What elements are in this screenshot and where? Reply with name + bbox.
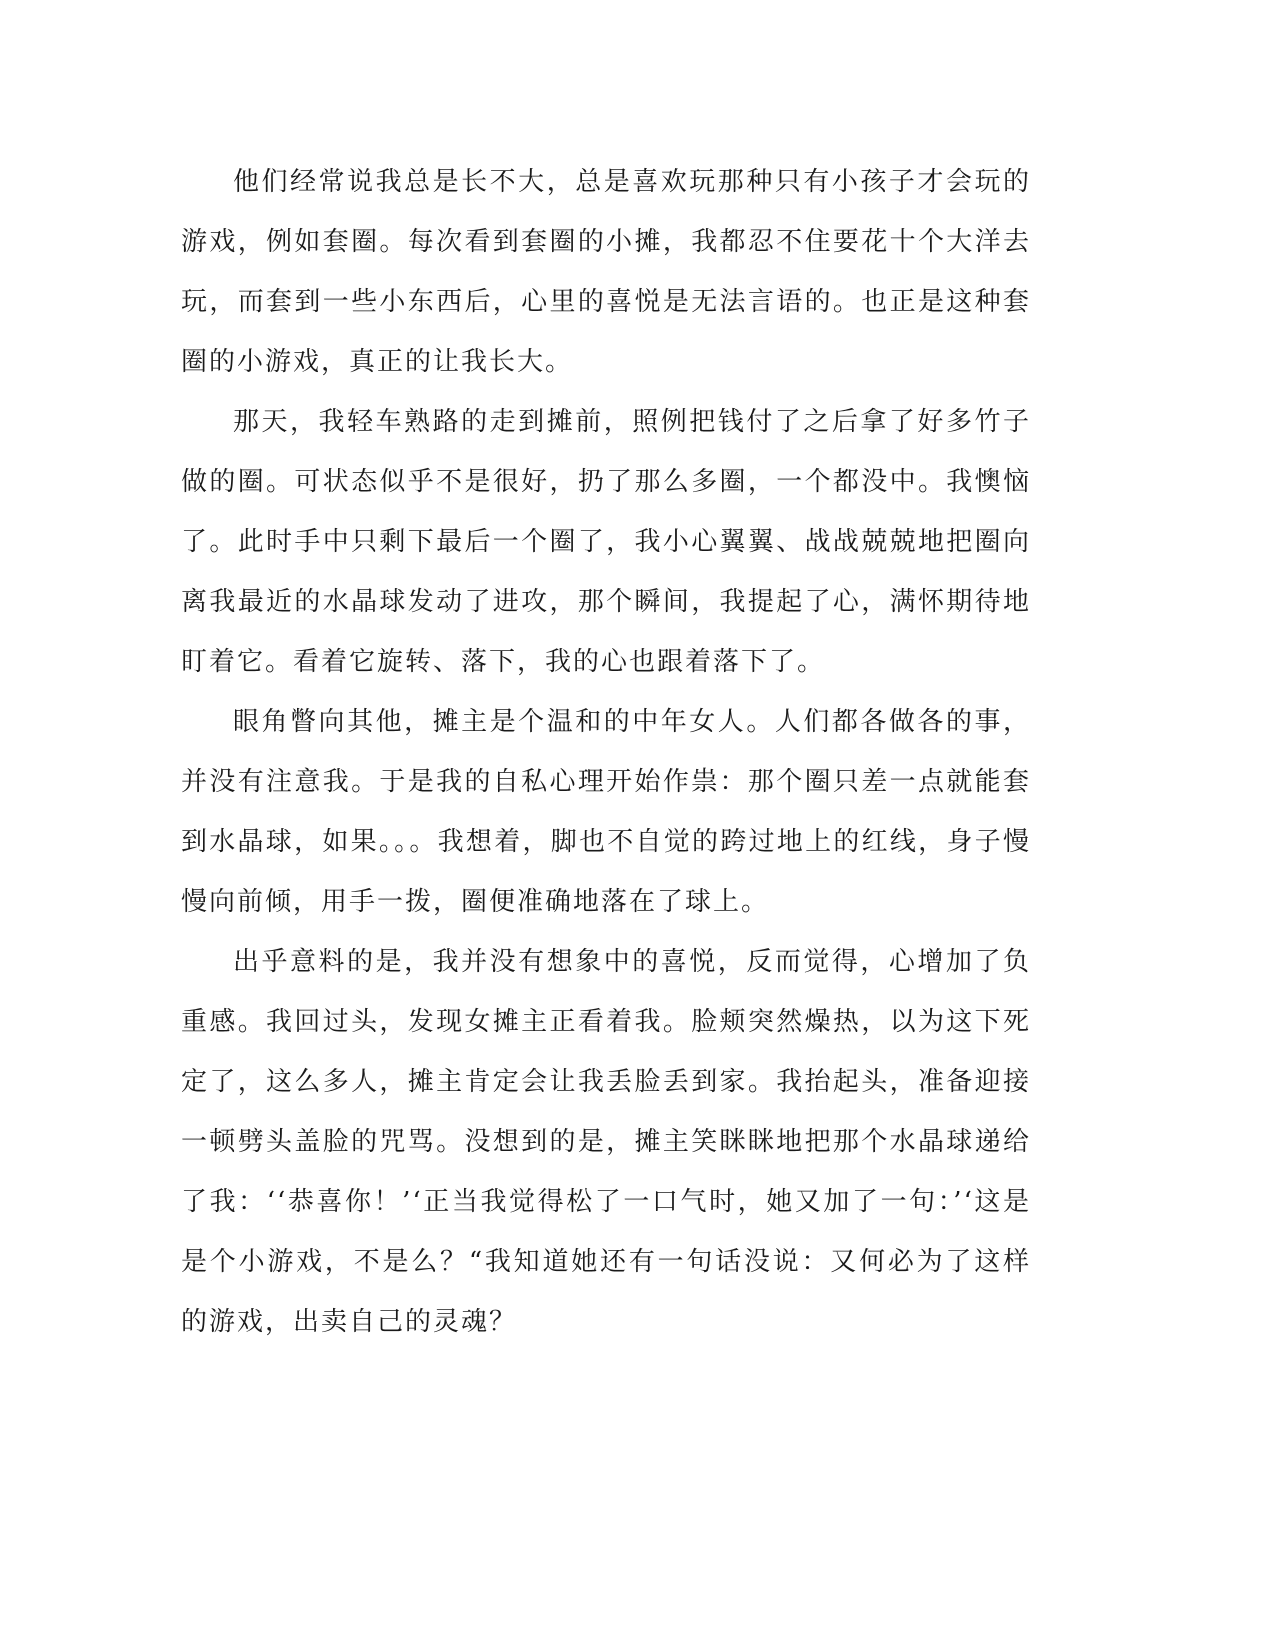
paragraph-3: 眼角瞥向其他，摊主是个温和的中年女人。人们都各做各的事，并没有注意我。于是我的自私心理开始作祟：那个圈只差一点就能套到水晶球，如果。。。我想着，脚也不自觉的跨过地上的红线，身子慢慢向前倾，用手一拨，圈便准确地落在了球上。: [181, 707, 1031, 917]
paragraph-1: 他们经常说我总是长不大，总是喜欢玩那种只有小孩子才会玩的游戏，例如套圈。每次看到套圈的小摊，我都忍不住要花十个大洋去玩，而套到一些小东西后，心里的喜悦是无法言语的。也正是这种套圈的小游戏，真正的让我长大。: [181, 167, 1031, 377]
paragraph-2: 那天，我轻车熟路的走到摊前，照例把钱付了之后拿了好多竹子做的圈。可状态似乎不是很好，扔了那么多圈，一个都没中。我懊恼了。此时手中只剩下最后一个圈了，我小心翼翼、战战兢兢地把圈向离我最近的水晶球发动了进攻，那个瞬间，我提起了心，满怀期待地盯着它。看着它旋转、落下，我的心也跟着落下了。: [181, 407, 1031, 677]
document-body: [181, 152, 1031, 1352]
paragraph-4: 出乎意料的是，我并没有想象中的喜悦，反而觉得，心增加了负重感。我回过头，发现女摊主正看着我。脸颊突然燥热，以为这下死定了，这么多人，摊主肯定会让我丢脸丢到家。我抬起头，准备迎接一顿劈头盖脸的咒骂。没想到的是，摊主笑眯眯地把那个水晶球递给了我：‘‘恭喜你！’‘正当我觉得松了一口气时，她又加了一句：’‘这是是个小游戏，不是么？“我知道她还有一句话没说：又何必为了这样的游戏，出卖自己的灵魂？: [181, 947, 1031, 1337]
